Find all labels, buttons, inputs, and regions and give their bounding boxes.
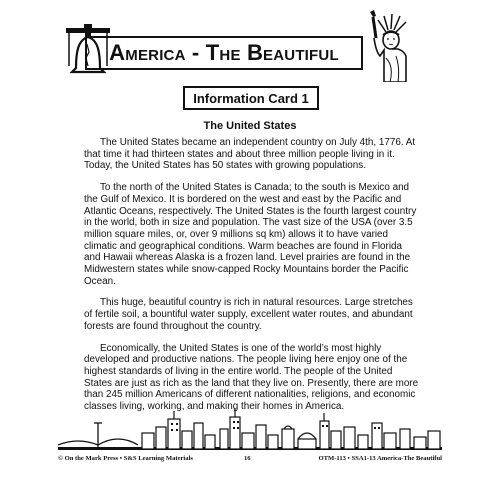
section-title: The United States bbox=[203, 120, 297, 132]
page-title: America - The Beautiful bbox=[109, 40, 339, 65]
paragraph: To the north of the United States is Canada; to the south is Mexico and the Gulf of Mexico. It is bordered on the west and east by the Pacific and Atlantic Oceans, respectively. The United States is the fourth largest country in the world, both in size and population. The vast size of the USA (over 3.5 million square miles, or, over 9 millions sq km) allows it to have varied climatic and geographical conditions. Warm beaches are found in Florida and Hawaii whereas Alaska is a frozen land. Level prairies are found in the Midwestern states while snow-capped Rocky Mountains border the Pacific Ocean. bbox=[84, 182, 417, 287]
statue-of-liberty-icon bbox=[356, 8, 414, 82]
information-card-box bbox=[183, 86, 319, 110]
paragraph: The United States became an independent country on July 4th, 1776. At that time it had thirteen states and about three million people living in it. Today, the United States has 50 states with growing populations. bbox=[84, 137, 416, 172]
card-title: Information Card 1 bbox=[193, 90, 309, 106]
body-text bbox=[84, 137, 420, 423]
city-skyline-illustration bbox=[58, 409, 442, 453]
footer-publisher: © On the Mark Press • S&S Learning Materials bbox=[58, 455, 193, 462]
title-banner bbox=[85, 36, 363, 70]
footer-code: OTM-113 • SSA1-13 America-The Beautiful bbox=[318, 455, 442, 462]
page-number: 16 bbox=[244, 455, 251, 462]
paragraph: This huge, beautiful country is rich in natural resources. Large stretches of fertile soil, a bountiful water supply, excellent water routes, and abundant forests are found throughout the country. bbox=[84, 297, 413, 332]
footer bbox=[58, 455, 442, 465]
paragraph: Economically, the United States is one of the world’s most highly developed and productive nations. The people living here enjoy one of the highest standards of living in the entire world. The people of the United States are just as rich as the land that they live on. Presently, there are more than 245 million Americans of different nationalities, religions, and economic classes living, working, and making their homes in America. bbox=[84, 342, 419, 413]
